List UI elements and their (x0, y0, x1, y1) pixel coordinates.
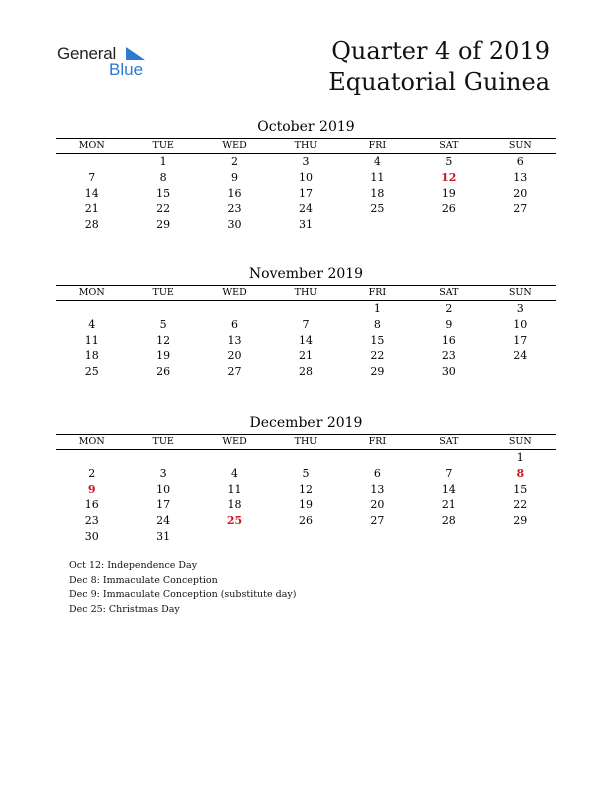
day-cell: 21 (298, 349, 313, 363)
day-cell: 5 (159, 317, 167, 331)
day-cell: 19 (156, 349, 171, 363)
day-cell: 13 (227, 333, 242, 347)
day-cell: 24 (156, 514, 171, 528)
day-cell: 30 (84, 529, 99, 543)
logo-general-text: General (57, 44, 117, 63)
empty-day-cell (485, 529, 556, 545)
day-cell: 4 (373, 155, 381, 168)
day-cell: 5 (302, 466, 310, 480)
month-december (56, 413, 556, 545)
month-october (56, 117, 556, 233)
day-cell: 9 (231, 170, 239, 184)
weekday-label: SAT (413, 286, 484, 301)
week-row (56, 497, 556, 513)
day-cell: 26 (156, 365, 171, 379)
day-cell: 11 (370, 170, 385, 184)
day-cell: 7 (88, 170, 96, 184)
weekday-label: WED (199, 286, 270, 301)
calendar-grid (56, 286, 556, 380)
day-cell: 22 (156, 202, 171, 216)
day-cell: 4 (231, 466, 239, 480)
day-cell: 3 (516, 302, 524, 315)
empty-day-cell (199, 450, 270, 466)
title-quarter: Quarter 4 of 2019 (331, 37, 550, 65)
day-cell: 12 (156, 333, 171, 347)
month-title: October 2019 (257, 119, 355, 135)
day-cell: 11 (227, 482, 242, 496)
weekday-label: FRI (342, 286, 413, 301)
day-cell: 18 (370, 186, 385, 200)
day-cell: 28 (298, 365, 313, 379)
empty-day-cell (199, 529, 270, 545)
empty-day-cell (342, 450, 413, 466)
weekday-label: SUN (485, 139, 556, 154)
empty-day-cell (270, 301, 341, 317)
day-cell: 5 (445, 155, 453, 168)
holiday-day-cell: 8 (516, 466, 525, 480)
day-cell: 21 (84, 202, 99, 216)
weekday-label: TUE (127, 435, 198, 450)
day-cell: 24 (298, 202, 313, 216)
day-cell: 8 (373, 317, 381, 331)
week-row (56, 482, 556, 498)
day-cell: 13 (513, 170, 528, 184)
week-row (56, 529, 556, 545)
empty-day-cell (270, 450, 341, 466)
holiday-day-cell: 12 (441, 170, 457, 184)
day-cell: 31 (298, 218, 313, 232)
day-cell: 29 (156, 218, 171, 232)
day-cell: 22 (370, 349, 385, 363)
page-title (328, 36, 550, 98)
day-cell: 25 (84, 365, 99, 379)
day-cell: 2 (88, 466, 96, 480)
empty-day-cell (56, 154, 127, 170)
day-cell: 20 (227, 349, 242, 363)
day-cell: 3 (159, 466, 167, 480)
day-cell: 19 (441, 186, 456, 200)
empty-day-cell (413, 450, 484, 466)
holiday-day-cell: 25 (226, 514, 243, 528)
day-cell: 16 (227, 186, 242, 200)
week-row (56, 186, 556, 202)
day-cell: 1 (516, 451, 524, 464)
day-cell: 23 (84, 514, 99, 528)
weekday-header-row (56, 435, 556, 450)
day-cell: 12 (298, 482, 313, 496)
empty-day-cell (270, 529, 341, 545)
weekday-label: WED (199, 139, 270, 154)
day-cell: 20 (370, 498, 385, 512)
day-cell: 15 (156, 186, 171, 200)
day-cell: 26 (298, 514, 313, 528)
weekday-label: TUE (127, 139, 198, 154)
empty-day-cell (485, 217, 556, 233)
day-cell: 18 (227, 498, 242, 512)
day-cell: 16 (84, 498, 99, 512)
week-row (56, 217, 556, 233)
weekday-label: THU (270, 139, 341, 154)
holiday-note: Oct 12: Independence Day (69, 560, 198, 571)
week-row (56, 348, 556, 364)
weekday-label: THU (270, 435, 341, 450)
day-cell: 21 (441, 498, 456, 512)
weekday-label: SUN (485, 286, 556, 301)
calendar-grid (56, 435, 556, 545)
day-cell: 27 (513, 202, 528, 216)
calendar-grid (56, 139, 556, 233)
empty-day-cell (127, 301, 198, 317)
day-cell: 8 (159, 170, 167, 184)
logo-blue-text: Blue (109, 60, 144, 79)
day-cell: 29 (370, 365, 385, 379)
day-cell: 10 (513, 317, 528, 331)
weekday-label: SAT (413, 435, 484, 450)
holiday-note: Dec 9: Immaculate Conception (substitute day) (69, 589, 297, 600)
weekday-label: MON (56, 139, 127, 154)
day-cell: 4 (88, 317, 96, 331)
week-row (56, 364, 556, 380)
title-country: Equatorial Guinea (328, 68, 550, 96)
weekday-label: FRI (342, 139, 413, 154)
empty-day-cell (342, 529, 413, 545)
empty-day-cell (342, 217, 413, 233)
weekday-label: FRI (342, 435, 413, 450)
day-cell: 2 (231, 155, 239, 168)
day-cell: 10 (298, 170, 313, 184)
holiday-note: Dec 25: Christmas Day (69, 603, 180, 615)
day-cell: 18 (84, 349, 99, 363)
day-cell: 1 (373, 302, 381, 315)
weekday-label: TUE (127, 286, 198, 301)
week-row (56, 170, 556, 186)
day-cell: 26 (441, 202, 456, 216)
week-row (56, 317, 556, 333)
day-cell: 7 (302, 317, 310, 331)
day-cell: 15 (370, 333, 385, 347)
empty-day-cell (413, 529, 484, 545)
day-cell: 10 (156, 482, 171, 496)
day-cell: 28 (84, 218, 99, 232)
day-cell: 17 (298, 186, 313, 200)
day-cell: 22 (513, 498, 528, 512)
day-cell: 11 (84, 333, 99, 347)
day-cell: 14 (298, 333, 313, 347)
day-cell: 16 (441, 333, 456, 347)
empty-day-cell (127, 450, 198, 466)
day-cell: 3 (302, 155, 310, 168)
day-cell: 15 (513, 482, 528, 496)
week-row (56, 201, 556, 217)
generalblue-logo (57, 44, 167, 80)
month-title: November 2019 (248, 266, 364, 282)
logo-flag-icon (126, 47, 146, 61)
weekday-label: MON (56, 435, 127, 450)
day-cell: 13 (370, 482, 385, 496)
empty-day-cell (199, 301, 270, 317)
weekday-header-row (56, 286, 556, 301)
day-cell: 14 (441, 482, 456, 496)
day-cell: 17 (156, 498, 171, 512)
empty-day-cell (56, 450, 127, 466)
weekday-label: SAT (413, 139, 484, 154)
weekday-label: WED (199, 435, 270, 450)
day-cell: 2 (445, 302, 453, 315)
day-cell: 25 (370, 202, 385, 216)
week-row (56, 466, 556, 482)
day-cell: 31 (156, 529, 171, 543)
day-cell: 9 (445, 317, 453, 331)
month-title: December 2019 (249, 415, 363, 431)
day-cell: 20 (513, 186, 528, 200)
weekday-label: MON (56, 286, 127, 301)
day-cell: 7 (445, 466, 453, 480)
week-row (56, 333, 556, 349)
empty-day-cell (56, 301, 127, 317)
week-row (56, 301, 556, 317)
weekday-label: THU (270, 286, 341, 301)
day-cell: 17 (513, 333, 528, 347)
empty-day-cell (413, 217, 484, 233)
week-row (56, 513, 556, 529)
day-cell: 14 (84, 186, 99, 200)
holiday-day-cell: 9 (87, 482, 96, 496)
empty-day-cell (485, 364, 556, 380)
day-cell: 30 (441, 365, 456, 379)
day-cell: 6 (516, 155, 524, 168)
weekday-header-row (56, 139, 556, 154)
week-row (56, 154, 556, 170)
holiday-notes (69, 559, 296, 617)
weekday-label: SUN (485, 435, 556, 450)
day-cell: 6 (373, 466, 381, 480)
day-cell: 1 (159, 155, 167, 168)
day-cell: 23 (227, 202, 242, 216)
day-cell: 28 (441, 514, 456, 528)
day-cell: 19 (298, 498, 313, 512)
day-cell: 27 (370, 514, 385, 528)
month-november (56, 264, 556, 380)
holiday-note: Dec 8: Immaculate Conception (69, 574, 218, 586)
day-cell: 24 (513, 349, 528, 363)
day-cell: 6 (231, 317, 239, 331)
day-cell: 30 (227, 218, 242, 232)
week-row (56, 450, 556, 466)
day-cell: 27 (227, 365, 242, 379)
day-cell: 29 (513, 514, 528, 528)
day-cell: 23 (441, 349, 456, 363)
